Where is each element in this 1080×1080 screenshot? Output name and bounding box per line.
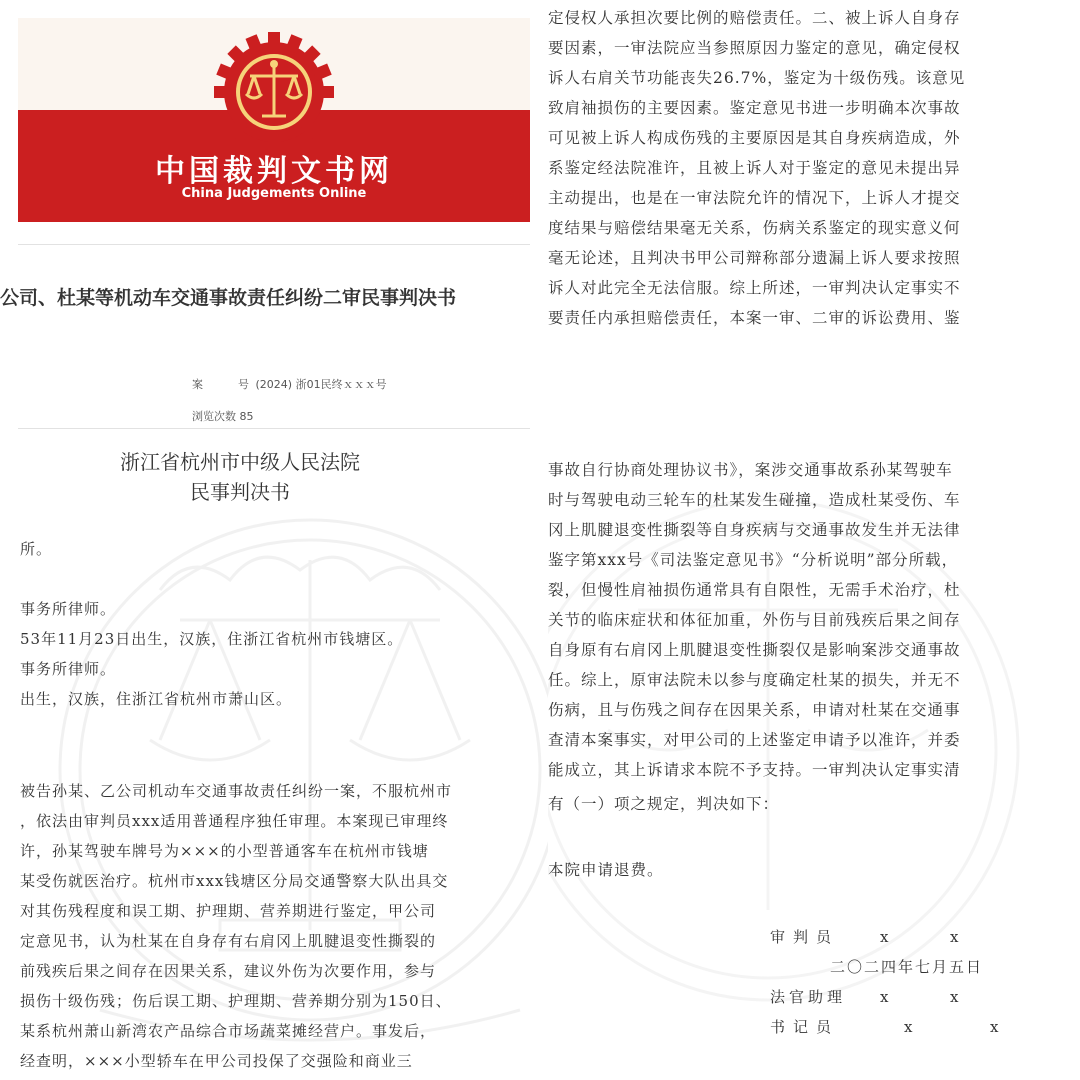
clerk-value: x [904,1018,913,1036]
court-emblem-watermark-icon [40,450,548,1080]
text-line: 许，孙某驾驶车牌号为×××的小型普通客车在杭州市钱塘 [20,842,429,860]
text-line: 经查明，×××小型轿车在甲公司投保了交强险和商业三 [20,1052,413,1070]
signature-judge [770,926,958,947]
text-line: 前残疾后果之间存在因果关系，建议外伤为次要作用，参与 [20,962,437,980]
document-right-bottom-page [548,440,1080,1080]
text-line: 能成立，其上诉请求本院不予支持。一审判决认定事实清 [548,761,961,779]
text-line: 致肩袖损伤的主要因素。鉴定意见书进一步明确本次事故 [548,99,961,117]
text-line: 主动提出，也是在一审法院允许的情况下，上诉人才提交 [548,189,961,207]
text-line: ，依法由审判员xxx适用普通程序独任审理。本案现已审理终 [20,812,449,830]
text-line: 毫无论述，且判决书甲公司辩称部分遗漏上诉人要求按照 [548,249,961,267]
text-line: 时与驾驶电动三轮车的杜某发生碰撞，造成杜某受伤、车 [548,491,961,509]
text-line: 冈上肌腱退变性撕裂等自身疾病与交通事故发生并无法律 [548,521,961,539]
text-line: 本院申请退费。 [548,861,664,879]
text-line: 有（一）项之规定，判决如下： [548,795,780,813]
text-line: 度结果与赔偿结果毫无关系，伤病关系鉴定的现实意义何 [548,219,961,237]
judge-role: 审判员 [770,928,840,946]
text-line: 诉人对此完全无法信服。综上所述，一审判决认定事实不 [548,279,961,297]
document-right-top-page [548,0,1080,360]
text-line: 出生，汉族，住浙江省杭州市萧山区。 [20,690,293,708]
text-line: 所。 [20,540,53,558]
text-line: 事务所律师。 [20,600,117,618]
judge-value: x [880,928,889,946]
text-line: 任。综上，原审法院未以参与度确定杜某的损失，并无不 [548,671,961,689]
text-line: 要因素，一审法院应当参照原因力鉴定的意见，确定侵权 [548,39,961,57]
site-banner [18,18,530,222]
text-line: 鉴字第xxx号《司法鉴定意见书》“分析说明”部分所载， [548,551,959,569]
text-line: 被告孙某、乙公司机动车交通事故责任纠纷一案，不服杭州市 [20,782,453,800]
text-line: 自身原有右肩冈上肌腱退变性撕裂仅是影响案涉交通事故 [548,641,961,659]
signature-clerk [770,1016,998,1037]
clerk-value: x [990,1018,999,1036]
text-line: 某受伤就医治疗。杭州市xxx钱塘区分局交通警察大队出具交 [20,872,449,890]
document-type: 民事判决书 [190,480,290,504]
signature-assistant [770,986,958,1007]
case-number [192,376,387,392]
text-line: 伤病，且与伤残之间存在因果关系，申请对杜某在交通事 [548,701,961,719]
document-left-page [0,430,548,1080]
assistant-value: x [950,988,959,1006]
view-count-label: 浏览次数 [192,410,236,423]
text-line: 某系杭州萧山新湾农产品综合市场蔬菜摊经营户。事发后， [20,1022,437,1040]
court-emblem-icon [210,28,338,156]
text-line: 裂，但慢性肩袖损伤通常具有自限性，无需手术治疗，杜 [548,581,961,599]
text-line: 对其伤残程度和误工期、护理期、营养期进行鉴定，甲公司 [20,902,437,920]
text-line: 诉人右肩关节功能丧失26.7%，鉴定为十级伤残。该意见 [548,69,966,87]
judge-value: x [950,928,959,946]
text-line: 要责任内承担赔偿责任，本案一审、二审的诉讼费用、鉴 [548,309,961,327]
clerk-role: 书记员 [770,1018,840,1036]
page-title: 公司、杜某等机动车交通事故责任纠纷二审民事判决书 [0,287,457,309]
text-line: 关节的临床症状和体征加重，外伤与目前残疾后果之间存 [548,611,961,629]
view-count [192,408,254,424]
assistant-role: 法官助理 [770,988,847,1006]
case-number-value: (2024) 浙01民终ｘｘｘ号 [255,378,387,391]
divider [18,428,530,429]
right-panel [548,0,1080,1080]
divider [18,244,530,245]
text-line: 系鉴定经法院准许，且被上诉人对于鉴定的意见未提出异 [548,159,961,177]
view-count-value: 85 [239,410,254,423]
text-line: 查清本案事实，对甲公司的上述鉴定申请予以准许，并委 [548,731,961,749]
text-line: 损伤十级伤残；伤后误工期、护理期、营养期分别为150日、 [20,992,452,1010]
text-line: 可见被上诉人构成伤残的主要原因是其自身疾病造成，外 [548,129,961,147]
site-name: 中国裁判文书网 [155,154,393,189]
text-line: 53年11月23日出生，汉族，住浙江省杭州市钱塘区。 [20,630,404,648]
judgment-date: 二〇二四年七月五日 [830,958,984,976]
court-name: 浙江省杭州市中级人民法院 [120,450,360,474]
text-line: 定意见书，认为杜某在自身存有右肩冈上肌腱退变性撕裂的 [20,932,437,950]
site-name-en: China Judgements Online [181,186,367,201]
assistant-value: x [880,988,889,1006]
text-line: 事务所律师。 [20,660,117,678]
text-line: 定侵权人承担次要比例的赔偿责任。二、被上诉人自身存 [548,9,961,27]
case-number-label: 案 号 [192,378,261,391]
text-line: 事故自行协商处理协议书》，案涉交通事故系孙某驾驶车 [548,461,953,479]
